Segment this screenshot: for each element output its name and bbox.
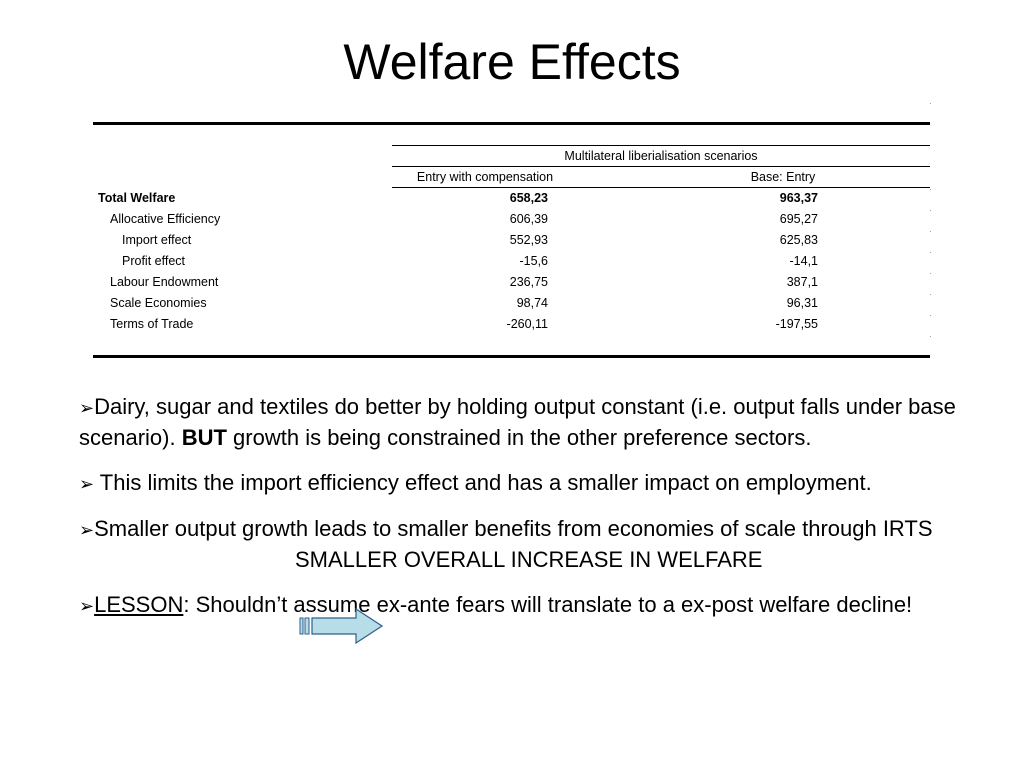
dot-mark: ·	[929, 332, 932, 341]
table-cell: 695,27	[779, 212, 818, 226]
table-cell: 606,39	[509, 212, 548, 226]
table-cell: 387,1	[786, 275, 818, 289]
bullet-item	[79, 590, 979, 621]
table-cell: 236,75	[509, 275, 548, 289]
table-cell: 96,31	[786, 296, 818, 310]
table-cell: 625,83	[779, 233, 818, 247]
table-row-label: Terms of Trade	[110, 317, 194, 331]
scenario-top-rule	[392, 145, 930, 146]
table-row-label: Scale Economies	[110, 296, 207, 310]
bullet-arrow-icon: ➢	[79, 474, 95, 494]
table-cell: -14,1	[789, 254, 818, 268]
dot-mark: ·	[929, 227, 932, 236]
bullet-arrow-icon: ➢	[79, 520, 95, 540]
table-top-rule	[93, 122, 930, 125]
bullet-item	[79, 514, 979, 575]
dot-mark: ·	[929, 269, 932, 278]
bullet-emphasis: BUT	[181, 425, 227, 450]
table-cell: 552,93	[509, 233, 548, 247]
bullet-text: Smaller output growth leads to smaller benefits from economies of scale through IRTS	[94, 516, 933, 541]
dot-mark: ·	[929, 206, 932, 215]
bullet-text: Dairy, sugar and textiles do better by holding output constant (i.e. output falls under base scenario).	[79, 394, 956, 450]
table-cell: -260,11	[506, 317, 548, 331]
right-arrow-icon	[298, 606, 388, 646]
arrow-stripe	[305, 618, 309, 634]
bullet-list	[79, 392, 979, 636]
table-cell: 98,74	[516, 296, 548, 310]
table-row-label: Labour Endowment	[110, 275, 219, 289]
scenario-header: Multilateral liberialisation scenarios	[564, 149, 758, 163]
table-bottom-rule	[93, 355, 930, 358]
dot-mark: ·	[929, 185, 932, 194]
scenario-bottom-rule	[392, 166, 930, 167]
arrow-stripe	[300, 618, 303, 634]
table-cell: 658,23	[509, 191, 548, 205]
dot-mark: ·	[929, 99, 932, 108]
bullet-text: This limits the import efficiency effect and has a smaller impact on employment.	[94, 470, 872, 495]
table-row-label: Import effect	[122, 233, 192, 247]
table-cell: -15,6	[519, 254, 548, 268]
bullet-arrow-icon: ➢	[79, 398, 95, 418]
dot-mark: ·	[929, 248, 932, 257]
dot-mark: ·	[929, 290, 932, 299]
table-row-label: Allocative Efficiency	[110, 212, 221, 226]
bullet-text: : Shouldn’t assume ex-ante fears will translate to a ex-post welfare decline!	[183, 592, 913, 617]
table-cell: 963,37	[779, 191, 818, 205]
table-row-label: Total Welfare	[98, 191, 176, 205]
column-header-entry-with-compensation: Entry with compensation	[416, 170, 554, 184]
arrow-body	[312, 609, 382, 643]
dot-mark: ·	[929, 311, 932, 320]
bullet-item	[79, 468, 979, 499]
bullet-text: SMALLER OVERALL INCREASE IN WELFARE	[295, 547, 763, 572]
table-row-label: Profit effect	[122, 254, 185, 268]
table-cell: -197,55	[775, 317, 818, 331]
column-header-base-entry: Base: Entry	[750, 170, 816, 184]
column-header-rule	[392, 187, 930, 188]
bullet-arrow-icon: ➢	[79, 596, 95, 616]
slide-title: Welfare Effects	[343, 34, 681, 90]
bullet-item	[79, 392, 979, 453]
lesson-label: LESSON	[94, 592, 184, 617]
bullet-text: growth is being constrained in the other preference sectors.	[226, 425, 812, 450]
